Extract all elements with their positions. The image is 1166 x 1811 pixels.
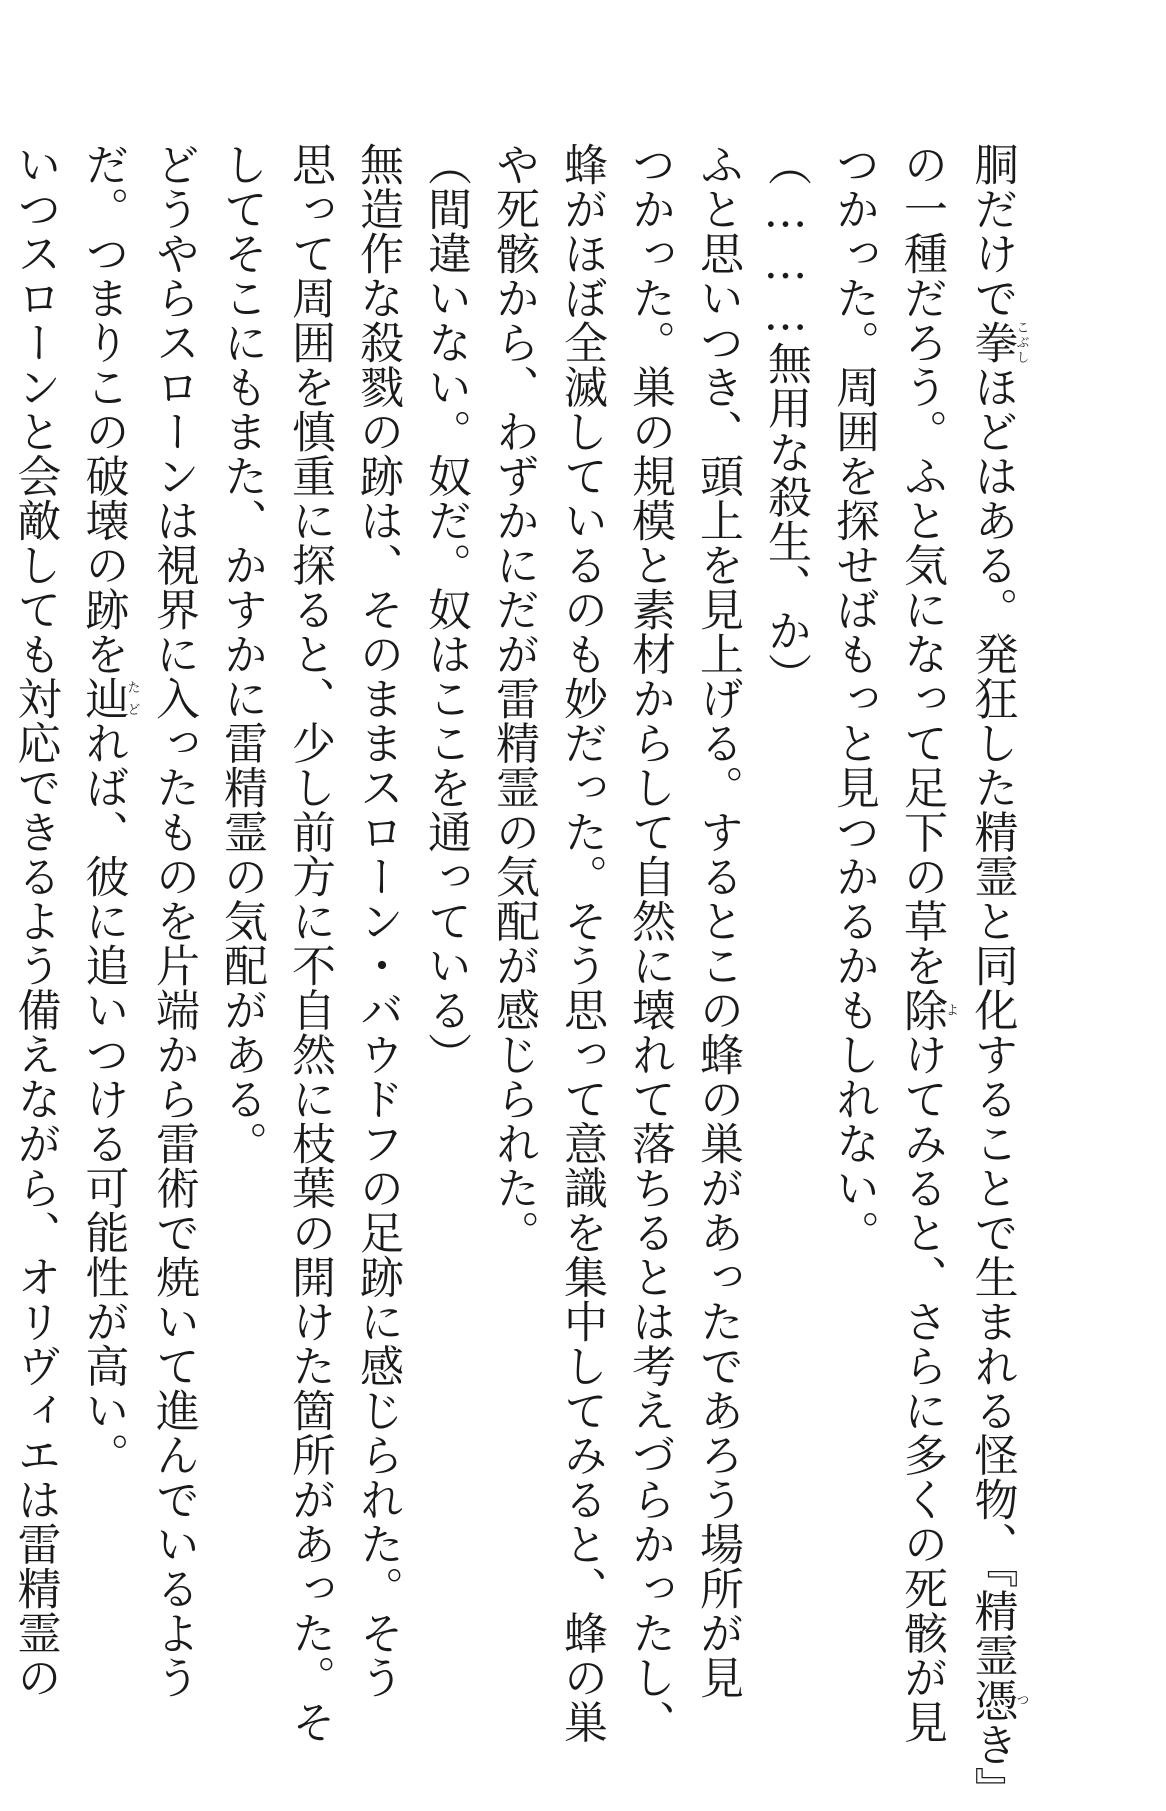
text-line: 蜂がほぼ全滅しているのも妙だった。そう思って意識を集中してみると、蜂の巣 (556, 142, 607, 1744)
ruby-annotation: 憑つ (966, 1677, 1029, 1722)
text-line: どうやらスローンは視界に入ったものを片端から雷術で焼いて進んでいるよう (148, 142, 199, 1700)
text-line: ふと思いつき、頭上を見上げる。するとこの蜂の巣があったであろう場所が見 (692, 142, 743, 1700)
ruby-annotation: 辿たど (77, 676, 140, 721)
ruby-annotation: 除よ (896, 987, 958, 1032)
text-line: つかった。周囲を探せばもっと見つかるかもしれない。 (828, 142, 879, 1255)
text-line: や死骸から、わずかにだが雷精霊の気配が感じられた。 (488, 142, 539, 1255)
ruby-annotation: 拳こぶし (966, 320, 1029, 365)
text-line: 思って周囲を慎重に探ると、少し前方に不自然に枝葉の開けた箇所があった。そ (284, 142, 335, 1744)
text-line: の一種だろう。ふと気になって足下の草を除よけてみると、さらに多くの死骸が見 (896, 142, 958, 1744)
text-line: （………無用な殺生、か） (760, 142, 811, 697)
text-line: つかった。巣の規模と素材からして自然に壊れて落ちるとは考えづらかったし、 (624, 142, 675, 1744)
text-line: してそこにもまた、かすかに雷精霊の気配がある。 (216, 142, 267, 1166)
text-line: いつスローンと会敵しても対応できるよう備えながら、オリヴィエは雷精霊の (9, 142, 61, 1700)
text-line: 無造作な殺戮の跡は、そのままスローン・バウドフの足跡に感じられた。そう (352, 142, 403, 1700)
text-line: （間違いない。奴だ。奴はここを通っている） (420, 142, 471, 1077)
vertical-text-block (1, 142, 1029, 1811)
text-line: 胴だけで拳こぶしほどはある。発狂した精霊と同化することで生まれる怪物、『精霊憑つき』 (966, 142, 1029, 1811)
text-line: だ。つまりこの破壊の跡を辿たどれば、彼に追いつける可能性が高い。 (77, 142, 140, 1477)
